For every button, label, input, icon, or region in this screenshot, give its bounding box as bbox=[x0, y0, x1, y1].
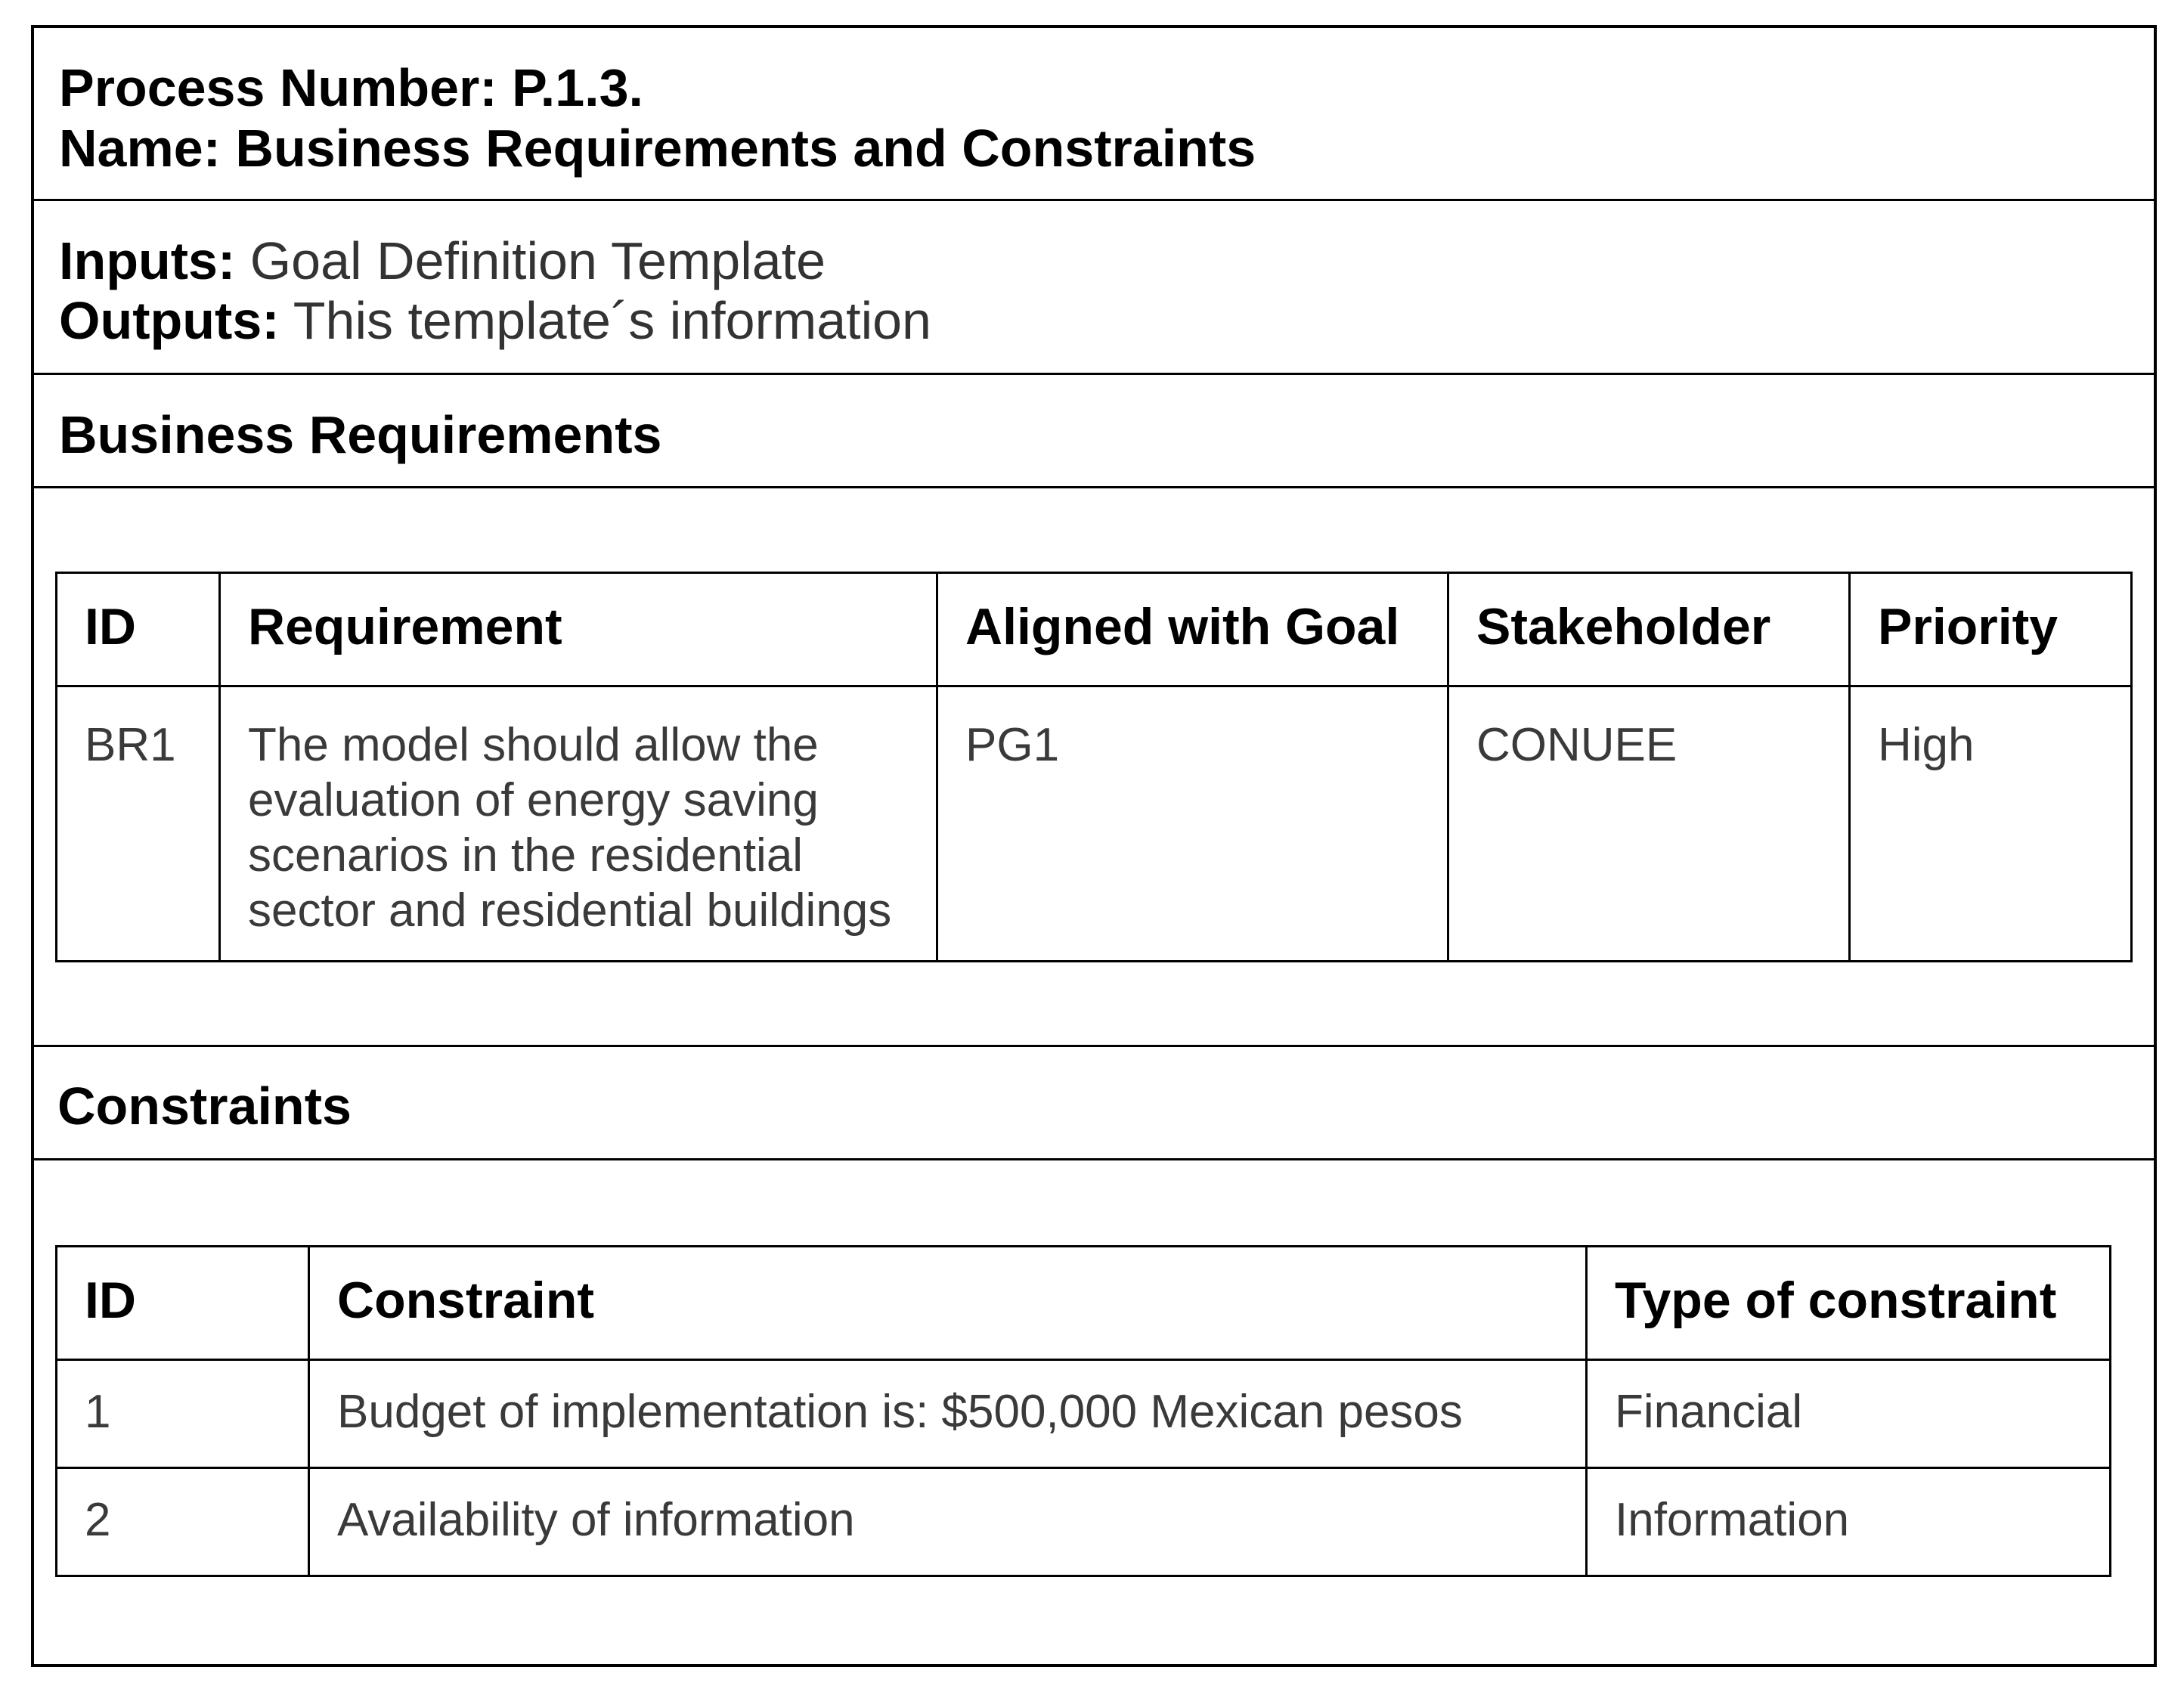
column-header-constraint: Constraint bbox=[309, 1247, 1587, 1360]
divider bbox=[31, 1045, 2154, 1047]
inputs-label: Inputs: bbox=[59, 231, 236, 290]
table-header-row bbox=[57, 1247, 2111, 1360]
process-name: Name: Business Requirements and Constraints bbox=[59, 119, 1256, 178]
table-header-row bbox=[57, 573, 2132, 686]
column-header-priority: Priority bbox=[1850, 573, 2132, 686]
column-header-id: ID bbox=[57, 573, 220, 686]
cell-requirement: The model should allow the evaluation of energy saving scenarios in the residential sector and residential buildings bbox=[220, 686, 937, 962]
outputs-line bbox=[59, 290, 931, 351]
table-row bbox=[57, 1468, 2111, 1576]
cell-stakeholder: CONUEE bbox=[1448, 686, 1850, 962]
divider bbox=[31, 199, 2154, 201]
cell-priority: High bbox=[1850, 686, 2132, 962]
process-number: Process Number: P.1.3. bbox=[59, 58, 643, 117]
cell-id: BR1 bbox=[57, 686, 220, 962]
cell-constraint: Budget of implementation is: $500,000 Mexican pesos bbox=[309, 1360, 1587, 1468]
divider bbox=[31, 373, 2154, 375]
constraints-table bbox=[55, 1245, 2111, 1577]
divider bbox=[31, 1158, 2154, 1160]
business-requirements-table bbox=[55, 572, 2133, 962]
column-header-requirement: Requirement bbox=[220, 573, 937, 686]
cell-type: Financial bbox=[1587, 1360, 2111, 1468]
cell-id: 1 bbox=[57, 1360, 309, 1468]
constraints-heading: Constraints bbox=[57, 1077, 352, 1136]
cell-constraint: Availability of information bbox=[309, 1468, 1587, 1576]
cell-id: 2 bbox=[57, 1468, 309, 1576]
outputs-value: This template´s information bbox=[293, 291, 931, 350]
column-header-type-of-constraint: Type of constraint bbox=[1587, 1247, 2111, 1360]
inputs-value: Goal Definition Template bbox=[249, 231, 826, 290]
cell-type: Information bbox=[1587, 1468, 2111, 1576]
table-row bbox=[57, 1360, 2111, 1468]
business-requirements-heading: Business Requirements bbox=[59, 405, 662, 464]
divider bbox=[31, 486, 2154, 488]
column-header-id: ID bbox=[57, 1247, 309, 1360]
column-header-aligned-with-goal: Aligned with Goal bbox=[937, 573, 1448, 686]
cell-aligned-with-goal: PG1 bbox=[937, 686, 1448, 962]
column-header-stakeholder: Stakeholder bbox=[1448, 573, 1850, 686]
outputs-label: Outputs: bbox=[59, 291, 280, 350]
table-row bbox=[57, 686, 2132, 962]
inputs-line bbox=[59, 231, 826, 291]
